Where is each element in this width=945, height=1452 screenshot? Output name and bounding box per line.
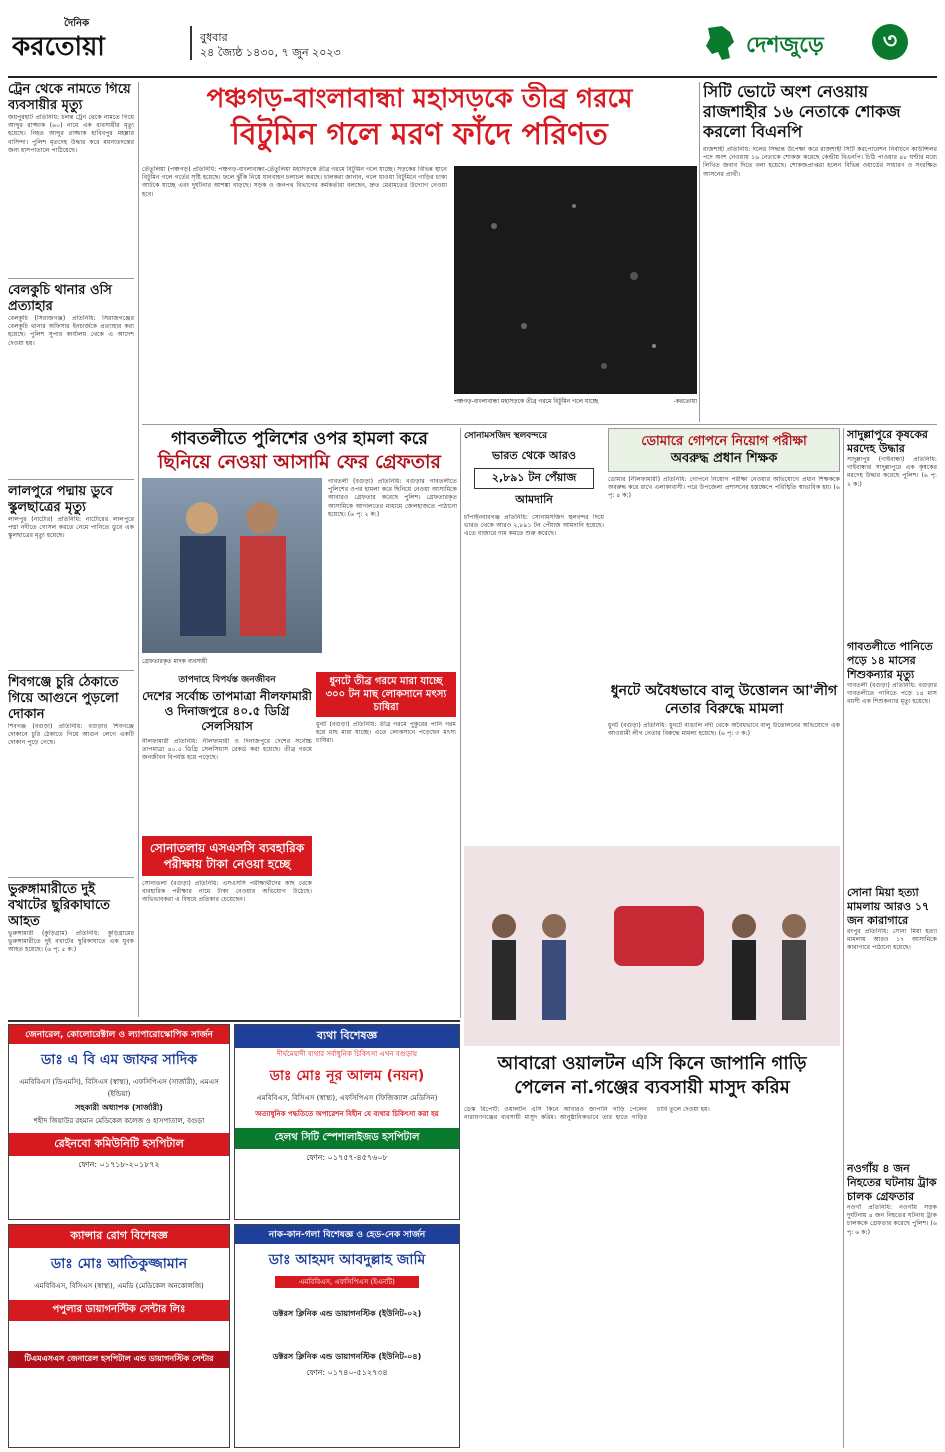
masthead bbox=[0, 0, 945, 80]
story-walton bbox=[464, 1052, 840, 1447]
ad2-degrees: এমবিবিএস, বিসিএস (স্বাস্থ্য), এমডি (মেডিকেল অনকোলজি) bbox=[34, 1282, 204, 1290]
domar-headline-box bbox=[608, 428, 840, 472]
murder-title: সোনা মিয়া হত্যা মামলায় আরও ১৭ জন কারাগারে bbox=[847, 886, 930, 927]
lead-photo bbox=[454, 166, 697, 394]
ad4-specialty: নাক-কান-গলা বিশেষজ্ঞ ও হেড-নেক সার্জন bbox=[235, 1225, 459, 1244]
bnp-body: রাজশাহী প্রতিনিধি: দলের সিদ্ধান্ত উপেক্ষা করে রাজশাহী সিটি করপোরেশন নির্বাচনে কাউন্সিলর পদে অংশ নেওয়ায় ১৬ নেতাকে শোকজ করেছে কেন্দ্রীয় বিএনপি। চিঠি পাওয়ার ৪৮ ঘণ্টার মধ্যে লিখিত জবাব দিতে বলা হয়েছে। শোকজপ্রাপ্তরা হলেন বিভিন্ন ওয়ার্ডের সাধারণ ও সংরক্ষিত আসনের প্রার্থী। bbox=[703, 146, 937, 178]
bangladesh-map-icon bbox=[700, 24, 740, 62]
walton-headline-2: পেলেন না.গঞ্জের ব্যবসায়ী মাসুদ করিম bbox=[514, 1077, 790, 1098]
walton-headline-1: আবারো ওয়ালটন এসি কিনে জাপানি গাড়ি bbox=[497, 1053, 807, 1074]
walton-event-photo bbox=[464, 846, 840, 1046]
ad-surgeon bbox=[8, 1024, 230, 1220]
story-gabtali-police bbox=[142, 428, 457, 668]
story-heatwave bbox=[142, 672, 312, 832]
lead-body: তেঁতুলিয়া (পঞ্চগড়) প্রতিনিধি: পঞ্চগড়-বাংলাবান্ধা-তেঁতুলিয়া মহাসড়কে তীব্র গরমে বিটুমিন গলে যাচ্ছে। সড়কের বিভিন্ন স্থানে বিটুমিন গলে গর্তের সৃষ্টি হয়েছে। ফলে ঝুঁকি নিয়ে যানবাহন চলাচল করছে। চালকরা জানান, গলে যাওয়া বিটুমিনে গাড়ির চাকা আটকে যাচ্ছে এবং দুর্ঘটনার আশঙ্কা বাড়ছে। সড়ক ও জনপথ বিভাগের কর্মকর্তারা বলছেন, দ্রুত মেরামতের উদ্যোগ নেওয়া হবে। bbox=[142, 166, 447, 198]
ad4-center-1: ডক্টরস ক্লিনিক এন্ড ডায়াগনস্টিক (ইউনিট-০২) bbox=[272, 1309, 422, 1318]
ad1-hospital: রেইনবো কমিউনিটি হসপিটাল bbox=[9, 1133, 229, 1156]
domar-headline-2: অবরুদ্ধ প্রধান শিক্ষক bbox=[670, 451, 778, 466]
story-train-body: জয়পুরহাট প্রতিনিধি: চলন্ত ট্রেন থেকে নামতে গিয়ে আব্দুর রাজ্জাক (৬০) নামে এক ব্যবসায়ীর মৃত্যু হয়েছে। নিহত আব্দুর রাজ্জাক হাবিবপুর মহল্লার বাসিন্দা। পুলিশ মৃতদেহ উদ্ধার করে ময়নাতদন্তের জন্য হাসপাতালে পাঠিয়েছে। bbox=[8, 114, 134, 154]
story-bnp-showcause bbox=[703, 82, 937, 422]
lead-headline-1: পঞ্চগড়-বাংলাবান্ধা মহাসড়কে তীব্র গরমে bbox=[206, 84, 633, 114]
domar-headline-1: ডোমারে গোপনে নিয়োগ পরীক্ষা bbox=[641, 434, 807, 449]
story-sand-case bbox=[608, 682, 840, 842]
onion-headline-3: আমদানি bbox=[515, 493, 553, 506]
gabtali-body: গাবতলী (বগুড়া) প্রতিনিধি: বগুড়ার গাবতলীতে পুলিশের ওপর হামলা করে ছিনিয়ে নেওয়া আসামিকে আবারও গ্রেফতার করেছে পুলিশ। গ্রেফতারকৃত আসামিকে আদালতের মাধ্যমে জেলহাজতে পাঠানো হয়েছে। (৬ পৃ: ২ ক:) bbox=[328, 478, 457, 518]
heat-body: নীলফামারী প্রতিনিধি: নীলফামারী ও দিনাজপুরে দেশের সর্বোচ্চ তাপমাত্রা ৪০.৫ ডিগ্রি সেলসিয়াস রেকর্ড করা হয়েছে। তীব্র গরমে জনজীবন বিপর্যস্ত হয়ে পড়েছে। bbox=[142, 738, 312, 762]
ad2-doctor-name: ডাঃ মোঃ আতিকুজ্জামান bbox=[50, 1256, 188, 1272]
bnp-title: সিটি ভোটে অংশ নেওয়ায় রাজশাহীর ১৬ নেতাকে শোকজ করলো বিএনপি bbox=[703, 82, 901, 141]
sand-body: ধুনট (বগুড়া) প্রতিনিধি: ধুনটে বাঙালি নদী থেকে অবৈধভাবে বালু উত্তোলনের অভিযোগে এক আওয়ামী লীগ নেতার বিরুদ্ধে মামলা হয়েছে। (৬ পৃ: ৩ ক:) bbox=[608, 722, 840, 738]
arrest-photo bbox=[142, 478, 322, 653]
gabtali-caption: গ্রেফতারকৃত মাদক ব্যবসায়ী bbox=[142, 658, 208, 665]
fish-body: ধুনট (বগুড়া) প্রতিনিধি: তীব্র গরমে পুকুরের পানি গরম হয়ে মাছ মারা যাচ্ছে। এতে লোকসানে পড়েছেন মৎস্য চাষিরা। bbox=[316, 721, 456, 745]
logo-main: করতোয়া bbox=[12, 32, 105, 62]
left-column bbox=[8, 82, 134, 1017]
ad3-specialty: ব্যথা বিশেষজ্ঞ bbox=[235, 1025, 459, 1048]
story-drown-title: লালপুরে পদ্মায় ডুবে স্কুলছাত্রের মৃত্যু bbox=[8, 484, 113, 515]
onion-body: চাঁপাইনবাবগঞ্জ প্রতিনিধি: সোনামসজিদ স্থলবন্দর দিয়ে ভারত থেকে আরও ২,৮৯১ টন পেঁয়াজ আমদানি হয়েছে। এতে বাজারে দাম কমতে শুরু করেছে। bbox=[464, 514, 604, 538]
page-number: ৩ bbox=[872, 24, 908, 60]
gabtali2-body: গাবতলী (বগুড়া) প্রতিনিধি: বগুড়ার গাবতলীতে পানিতে পড়ে ১৪ মাস বয়সী এক শিশুকন্যার মৃত্যু হয়েছে। bbox=[847, 682, 937, 706]
lead-headline-2: বিটুমিন গলে মরণ ফাঁদে পরিণত bbox=[231, 117, 608, 152]
ad-cancer bbox=[8, 1224, 230, 1448]
right-lower-column bbox=[847, 428, 937, 1448]
ad4-phone: ফোন: ০১৭৪০-৫১২৭৩৪ bbox=[306, 1368, 388, 1377]
ad3-note: দীর্ঘমেয়াদী ব্যথার সর্বাধুনিক চিকিৎসা এখন বগুড়ায় bbox=[277, 1050, 417, 1058]
story-ssc-money bbox=[142, 836, 312, 1012]
issue-day: বুধবার bbox=[200, 31, 228, 44]
issue-date bbox=[200, 30, 500, 64]
ad-ent bbox=[234, 1224, 460, 1448]
fish-headline: ধুনটে তীব্র গরমে মারা যাচ্ছে ৩০০ টন মাছ লোকসানে মৎস্য চাষিরা bbox=[316, 672, 456, 717]
story-stab-title: ভুরুঙ্গামারীতে দুই বখাটের ছুরিকাঘাতে আহত bbox=[8, 882, 110, 929]
onion-kicker: সোনামসজিদ স্থলবন্দরে bbox=[464, 431, 548, 441]
story-oc-title: বেলকুচি থানার ওসি প্রত্যাহার bbox=[8, 283, 112, 314]
story-fish-death bbox=[316, 672, 456, 952]
logo-small: দৈনিক bbox=[64, 18, 90, 29]
ssc-body: সোনাতলা (বগুড়া) প্রতিনিধি: এসএসসি পরীক্ষার্থীদের কাছ থেকে ব্যবহারিক পরীক্ষার নামে টাকা নেওয়ার অভিযোগ উঠেছে। অভিভাবকরা এ বিষয়ে প্রতিকার চেয়েছেন। bbox=[142, 880, 312, 904]
story-oc-body: বেলকুচি (সিরাজগঞ্জ) প্রতিনিধি: সিরাজগঞ্জের বেলকুচি থানার অফিসার ইনচার্জকে প্রত্যাহার করা হয়েছে। পুলিশ সুপার কার্যালয় থেকে এ আদেশ দেওয়া হয়। bbox=[8, 315, 134, 347]
ad3-hospital: হেলথ সিটি স্পেশালাইজড হসপিটাল bbox=[235, 1128, 459, 1149]
sand-headline: ধুনটে অবৈধভাবে বালু উত্তোলন আ'লীগ নেতার বিরুদ্ধে মামলা bbox=[610, 683, 838, 717]
ad2-specialty: ক্যান্সার রোগ বিশেষজ্ঞ bbox=[9, 1225, 229, 1248]
story-stab-body: ভুরুঙ্গামারী (কুড়িগ্রাম) প্রতিনিধি: কুড়িগ্রামের ভুরুঙ্গামারীতে দুই বখাটের ছুরিকাঘাতে এক যুবক আহত হয়েছে। (৬ পৃ: ৫ ক:) bbox=[8, 930, 134, 954]
lead-story bbox=[142, 82, 697, 422]
heat-kicker: তাপদাহে বিপর্যস্ত জনজীবন bbox=[178, 675, 276, 685]
ad3-doctor-name: ডাঃ মোঃ নূর আলম (নয়ন) bbox=[269, 1068, 425, 1084]
ad3-slogan: অত্যাধুনিক পদ্ধতিতে অপারেশন বিহীন যে ব্যথার চিকিৎসা করা হয় bbox=[255, 1110, 439, 1118]
ad2-center: পপুলার ডায়াগনস্টিক সেন্টার লিঃ bbox=[9, 1300, 229, 1321]
section-name: দেশজুড়ে bbox=[746, 33, 824, 58]
gabtali-headline-2: ছিনিয়ে নেওয়া আসামি ফের গ্রেফতার bbox=[157, 451, 442, 473]
ad4-doctor-name: ডাঃ আহমদ আবদুল্লাহ জামি bbox=[268, 1252, 426, 1268]
ad4-center-2: ডক্টরস ক্লিনিক এন্ড ডায়াগনস্টিক (ইউনিট-০৪) bbox=[272, 1352, 422, 1361]
lead-photo-caption: পঞ্চগড়-বাংলাবান্ধা মহাসড়কে তীব্র গরমে বিটুমিন গলে যাচ্ছে -করতোয়া bbox=[454, 398, 697, 405]
ad1-specialty: জেনারেল, কোলোরেক্টাল ও ল্যাপারোস্কোপিক সার্জন bbox=[9, 1025, 229, 1044]
ad1-degrees: এমবিবিএস (ডিএমসি), বিসিএস (স্বাস্থ্য), এফসিপিএস (সার্জারী), এমএস (ইন্ডিয়া) bbox=[19, 1078, 219, 1098]
ad1-institute: শহীদ জিয়াউর রহমান মেডিকেল কলেজ ও হাসপাতাল, বগুড়া bbox=[33, 1117, 205, 1125]
truck-title: নওগাঁয় ৪ জন নিহতের ঘটনায় ট্রাক চালক গ্রেফতার bbox=[847, 1162, 937, 1203]
ad1-phone: ফোন: ০১৭১৮-২০১৮৭২ bbox=[78, 1160, 160, 1169]
walton-body: ডেস্ক রিপোর্ট: ওয়ালটন এসি কিনে আবারও জাপানি গাড়ি পেলেন নারায়ণগঞ্জের ব্যবসায়ী মাসুদ করিম। আনুষ্ঠানিকভাবে তার হাতে গাড়ির চাবি তুলে দেওয়া হয়। bbox=[464, 1106, 710, 1122]
murder-body: রংপুর প্রতিনিধি: সোনা মিয়া হত্যা মামলায় আরও ১৭ আসামিকে কারাগারে পাঠানো হয়েছে। bbox=[847, 928, 937, 952]
photo-credit: -করতোয়া bbox=[673, 398, 697, 405]
domar-body: ডোমার (নীলফামারী) প্রতিনিধি: গোপনে নিয়োগ পরীক্ষা নেওয়ার অভিযোগে প্রধান শিক্ষককে অবরুদ্ধ করে রাখে এলাকাবাসী। পরে উপজেলা প্রশাসনের হস্তক্ষেপে পরিস্থিতি স্বাভাবিক হয়। (৬ পৃ: ৪ ক:) bbox=[608, 476, 840, 500]
onion-headline-2: ২,৮৯১ টন পেঁয়াজ bbox=[474, 468, 594, 489]
story-fire-body: শিবগঞ্জ (বগুড়া) প্রতিনিধি: বগুড়ার শিবগঞ্জে দোকানে চুরি ঠেকাতে গিয়ে আগুন লেগে একটি দোকান পুড়ে গেছে। bbox=[8, 723, 134, 747]
truck-body: নওগাঁ প্রতিনিধি: নওগাঁয় সড়ক দুর্ঘটনায় ৪ জন নিহতের ঘটনায় ট্রাক চালককে গ্রেফতার করেছে পুলিশ। (৬ পৃ: ৬ ক:) bbox=[847, 1204, 937, 1236]
gabtali2-title: গাবতলীতে পানিতে পড়ে ১৪ মাসের শিশুকন্যার মৃত্যু bbox=[847, 640, 933, 681]
ad1-post: সহকারী অধ্যাপক (সার্জারী) bbox=[75, 1103, 163, 1112]
ad3-phone: ফোন: ০১৭৫৭-৪৫৭৬০৮ bbox=[306, 1153, 388, 1162]
logo bbox=[12, 16, 182, 64]
ad1-doctor-name: ডাঃ এ বি এম জাফর সাদিক bbox=[40, 1052, 198, 1068]
ad2-hospital: টিএমএসএস জেনারেল হসপিটাল এন্ড ডায়াগনস্টিক সেন্টার bbox=[9, 1351, 229, 1368]
ssc-headline: সোনাতলায় এসএসসি ব্যবহারিক পরীক্ষায় টাকা নেওয়া হচ্ছে bbox=[142, 836, 312, 876]
gabtali-headline-1: গাবতলীতে পুলিশের ওপর হামলা করে bbox=[171, 429, 428, 449]
ad-pain bbox=[234, 1024, 460, 1220]
story-drown-body: লালপুর (নাটোর) প্রতিনিধি: নাটোরের লালপুরে পদ্মা নদীতে গোসল করতে নেমে পানিতে ডুবে এক স্কুলছাত্রের মৃত্যু হয়েছে। bbox=[8, 516, 134, 540]
ad3-degrees: এমবিবিএস, বিসিএস (স্বাস্থ্য), এফসিপিএস (ফিজিক্যাল মেডিসিন) bbox=[256, 1094, 438, 1102]
road-asphalt-texture bbox=[454, 166, 697, 394]
section-banner bbox=[700, 24, 940, 64]
story-train-title: ট্রেন থেকে নামতে গিয়ে ব্যবসায়ীর মৃত্যু bbox=[8, 82, 131, 113]
ad4-degrees: এমবিবিএস, এফসিপিএস (ইএনটি) bbox=[275, 1276, 419, 1288]
sadullapur-title: সাদুল্লাপুরে কৃষকের মরদেহ উদ্ধার bbox=[847, 428, 928, 455]
gabtali-photo bbox=[142, 478, 322, 653]
onion-headline-1: ভারত থেকে আরও bbox=[491, 449, 577, 462]
walton-photo bbox=[464, 846, 840, 1046]
story-fire-title: শিবগঞ্জে চুরি ঠেকাতে গিয়ে আগুনে পুড়লো দোকান bbox=[8, 675, 119, 722]
heat-headline: দেশের সর্বোচ্চ তাপমাত্রা নীলফামারী ও দিনাজপুরে ৪০.৫ ডিগ্রি সেলসিয়াস bbox=[142, 689, 312, 733]
story-domar-exam bbox=[608, 428, 840, 678]
issue-full-date: ২৪ জ্যৈষ্ঠ ১৪৩০, ৭ জুন ২০২৩ bbox=[200, 46, 341, 59]
sadullapur-body: সাদুল্লাপুর (গাইবান্ধা) প্রতিনিধি: গাইবান্ধার সাদুল্লাপুরে এক কৃষকের মরদেহ উদ্ধার করেছে পুলিশ। (৬ পৃ: ২ ক:) bbox=[847, 456, 937, 488]
